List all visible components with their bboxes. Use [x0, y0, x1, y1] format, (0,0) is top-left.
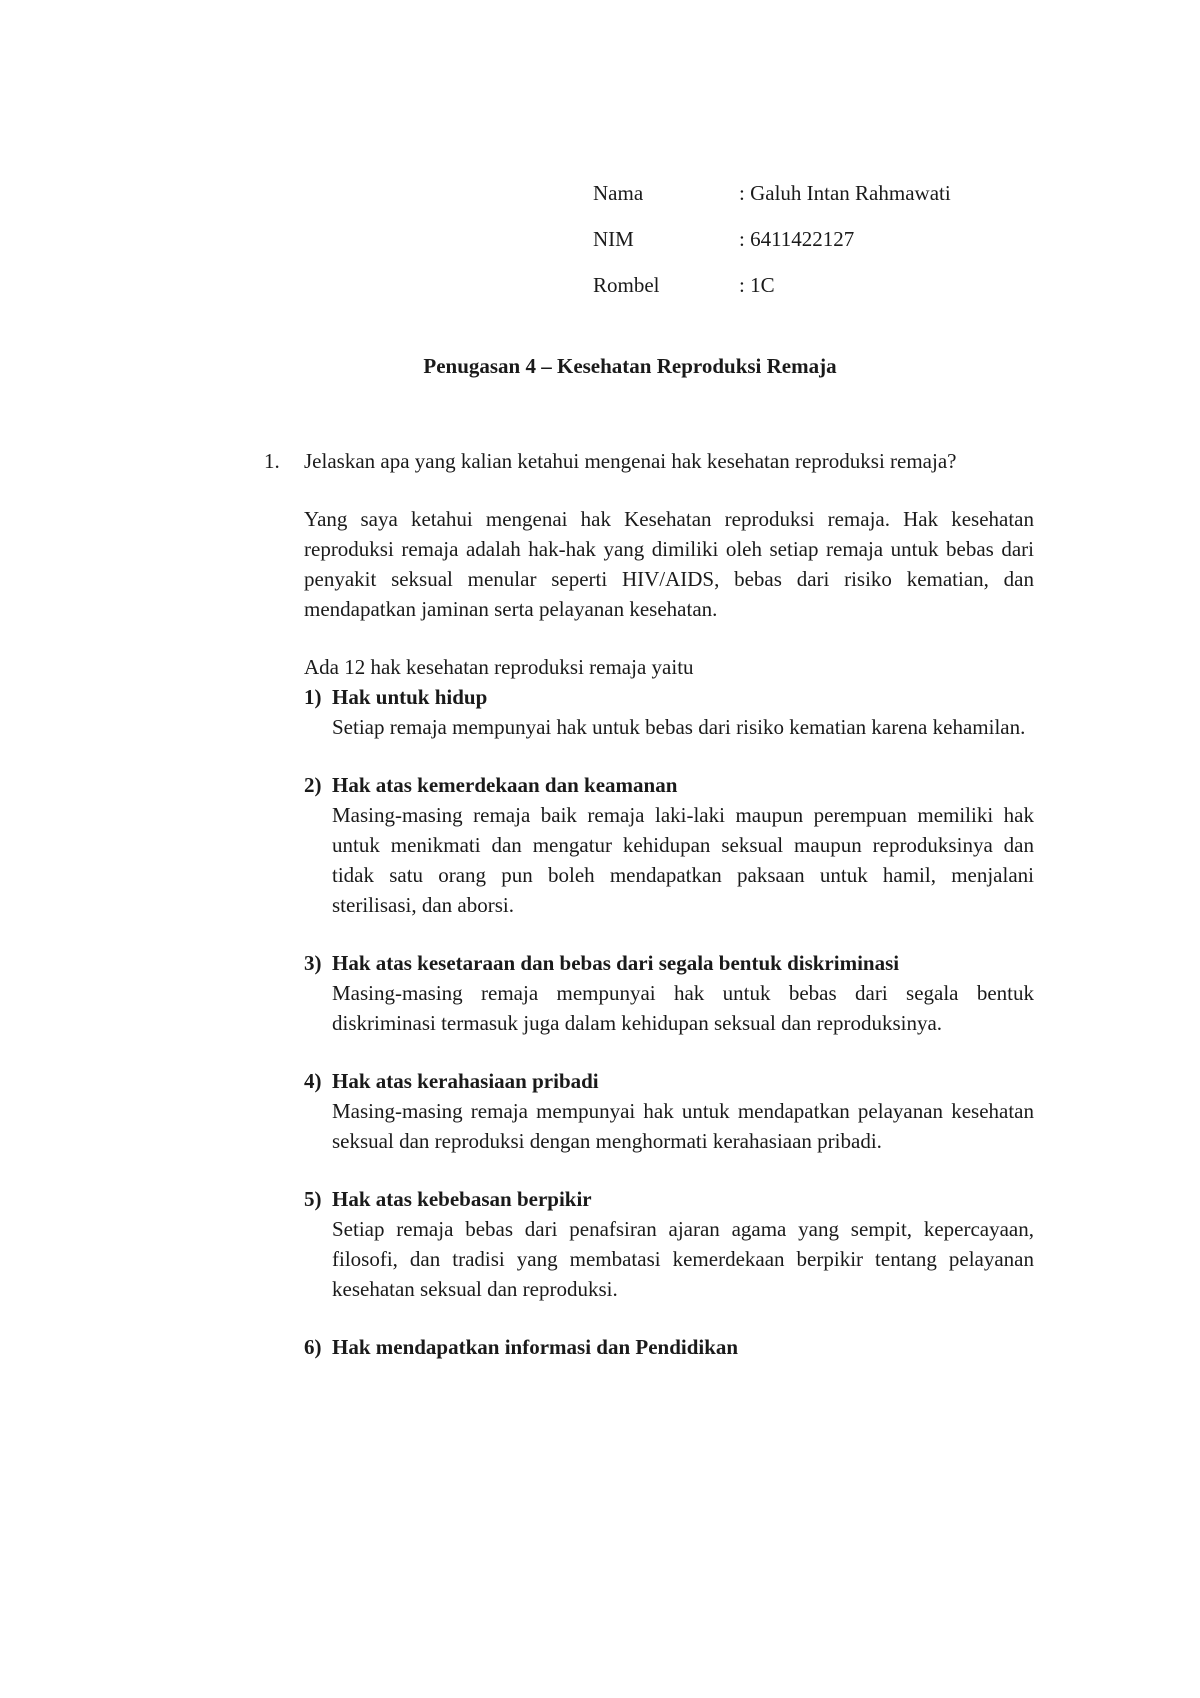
right-description: Masing-masing remaja mempunyai hak untuk bebas dari segala bentuk diskriminasi termasuk juga dalam kehidupan seksual dan reproduksinya. — [332, 981, 1034, 1035]
right-item-1 — [304, 682, 1034, 742]
right-description: Masing-masing remaja baik remaja laki-laki maupun perempuan memiliki hak untuk menikmati dan mengatur kehidupan seksual maupun reproduksinya dan tidak satu orang pun boleh mendapatkan paksaan untuk hamil, menjalani sterilisasi, dan aborsi. — [332, 803, 1034, 917]
right-title: Hak mendapatkan informasi dan Pendidikan — [332, 1335, 739, 1359]
right-heading — [304, 682, 1034, 712]
identity-row-rombel — [593, 270, 951, 316]
right-description: Masing-masing remaja mempunyai hak untuk mendapatkan pelayanan kesehatan seksual dan reproduksi dengan menghormati kerahasiaan pribadi. — [332, 1099, 1034, 1153]
right-title: Hak atas kebebasan berpikir — [332, 1187, 592, 1211]
right-heading — [304, 948, 1034, 978]
identity-label: Rombel — [593, 273, 660, 297]
right-item-2 — [304, 770, 1034, 920]
right-number: 6) — [304, 1335, 322, 1359]
answer-paragraph: Yang saya ketahui mengenai hak Kesehatan reproduksi remaja. Hak kesehatan reproduksi remaja adalah hak-hak yang dimiliki oleh setiap remaja untuk bebas dari penyakit seksual menular seperti HIV/AIDS, bebas dari risiko kematian, dan mendapatkan jaminan serta pelayanan kesehatan. — [304, 507, 1034, 621]
right-number: 1) — [304, 685, 322, 709]
right-number: 4) — [304, 1069, 322, 1093]
right-heading — [304, 1066, 1034, 1096]
right-item-3 — [304, 948, 1034, 1038]
document-title: Penugasan 4 – Kesehatan Reproduksi Remaja — [423, 354, 837, 378]
question-text: Jelaskan apa yang kalian ketahui mengenai hak kesehatan reproduksi remaja? — [304, 449, 957, 473]
identity-value: : 1C — [739, 273, 775, 297]
right-heading — [304, 770, 1034, 800]
right-title: Hak untuk hidup — [332, 685, 488, 709]
right-description: Setiap remaja bebas dari penafsiran ajaran agama yang sempit, kepercayaan, filosofi, dan tradisi yang membatasi kemerdekaan berpikir tentang pelayanan kesehatan seksual dan reproduksi. — [332, 1217, 1034, 1301]
identity-value: : Galuh Intan Rahmawati — [739, 181, 951, 205]
rights-intro: Ada 12 hak kesehatan reproduksi remaja yaitu — [304, 655, 694, 679]
right-number: 2) — [304, 773, 322, 797]
identity-row-nim — [593, 224, 951, 270]
right-item-4 — [304, 1066, 1034, 1156]
identity-label: NIM — [593, 227, 634, 251]
question-item — [264, 446, 1034, 476]
right-item-6 — [304, 1332, 1034, 1362]
right-item-5 — [304, 1184, 1034, 1304]
right-title: Hak atas kerahasiaan pribadi — [332, 1069, 599, 1093]
identity-label: Nama — [593, 181, 644, 205]
identity-row-nama — [593, 178, 951, 224]
identity-value: : 6411422127 — [739, 227, 855, 251]
right-title: Hak atas kesetaraan dan bebas dari segala bentuk diskriminasi — [332, 951, 900, 975]
document-body — [264, 446, 1034, 1362]
right-heading — [304, 1184, 1034, 1214]
right-title: Hak atas kemerdekaan dan keamanan — [332, 773, 678, 797]
question-number: 1. — [264, 449, 280, 473]
right-number: 3) — [304, 951, 322, 975]
identity-block — [593, 178, 951, 316]
right-number: 5) — [304, 1187, 322, 1211]
right-heading — [304, 1332, 1034, 1362]
right-description: Setiap remaja mempunyai hak untuk bebas dari risiko kematian karena kehamilan. — [332, 715, 1026, 739]
